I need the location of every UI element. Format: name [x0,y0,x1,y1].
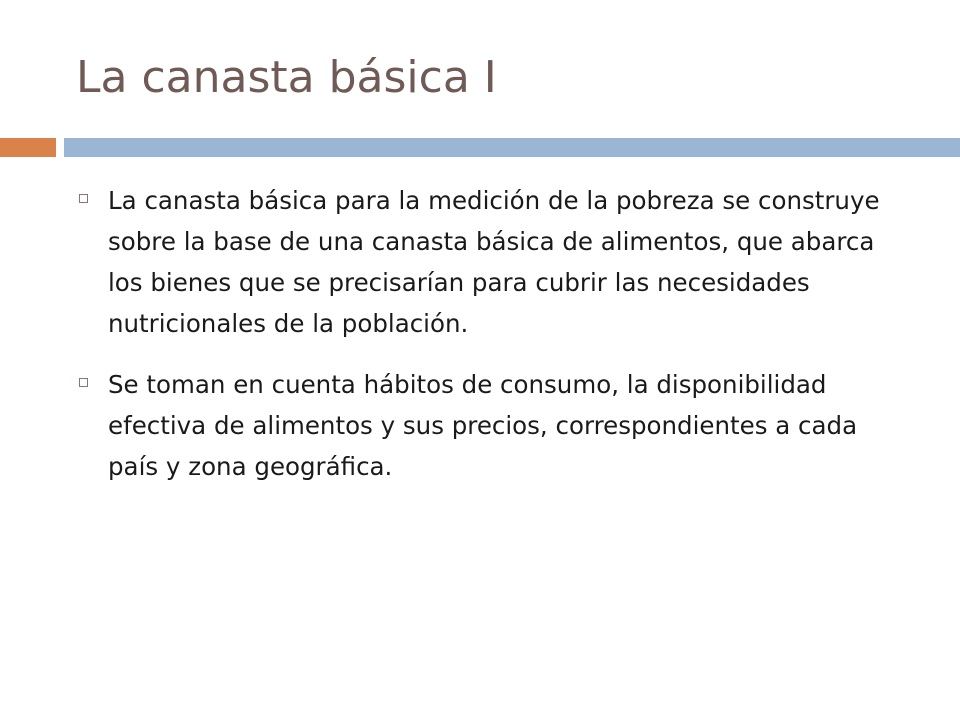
bullet-item [74,364,904,487]
bullet-text: Se toman en cuenta hábitos de consumo, la disponibilidad efectiva de alimentos y sus precios, correspondientes a cada país y zona geográfica. [108,370,858,481]
bullet-text: La canasta básica para la medición de la pobreza se construye sobre la base de una canasta básica de alimentos, que abarca los bienes que se precisarían para cubrir las necesidades nutricionales de la población. [108,186,880,338]
hollow-square-bullet-icon [79,194,88,203]
hollow-square-bullet-icon [79,378,88,387]
title-accent-bar-blue [64,138,960,157]
slide-title: La canasta básica I [76,52,497,103]
title-accent-bar-orange [0,138,56,157]
bullet-item [74,180,904,344]
bullet-list [74,180,904,507]
